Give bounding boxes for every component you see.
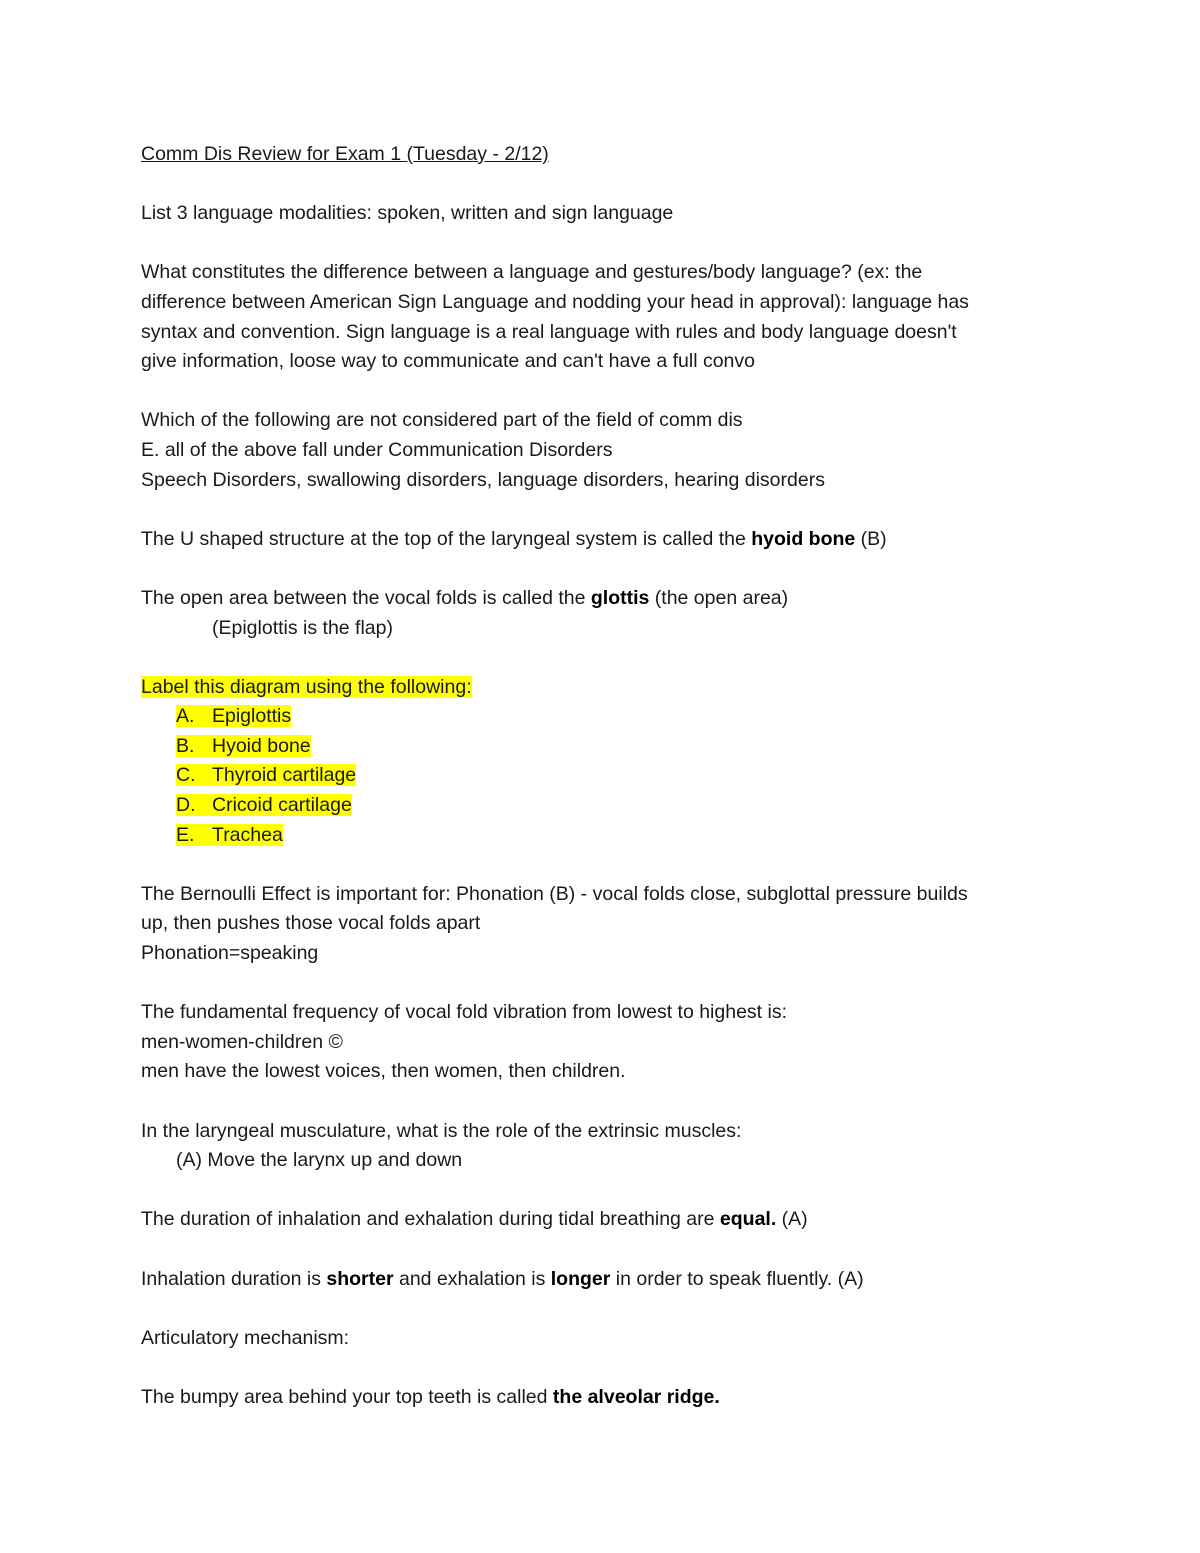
list-label: Epiglottis — [212, 705, 292, 728]
list-label: Cricoid cartilage — [212, 794, 352, 817]
list-marker: D. — [176, 794, 196, 817]
field-answer: E. all of the above fall under Communication Disorders — [141, 438, 613, 461]
list-marker: C. — [176, 764, 196, 787]
inhalation-bold-shorter: shorter — [326, 1267, 394, 1290]
list-label: Thyroid cartilage — [212, 764, 357, 787]
extrinsic-question: In the laryngeal musculature, what is the role of the extrinsic muscles: — [141, 1119, 742, 1142]
bernoulli-line-2: up, then pushes those vocal folds apart — [141, 912, 481, 935]
list-item-highlight — [176, 705, 291, 727]
inhalation-line — [141, 1265, 1071, 1295]
spacer — [141, 969, 1071, 999]
difference-line-3: syntax and convention. Sign language is a real language with rules and body language doesn't — [141, 320, 957, 343]
articulatory-heading: Articulatory mechanism: — [141, 1326, 350, 1349]
spacer — [141, 643, 1071, 673]
list-item — [141, 821, 1071, 851]
list-marker: B. — [176, 734, 195, 757]
spacer — [141, 850, 1071, 880]
spacer — [141, 1235, 1071, 1265]
alveolar-line — [141, 1383, 1071, 1413]
list-label: Trachea — [212, 823, 283, 846]
hyoid-pre: The U shaped structure at the top of the laryngeal system is called the — [141, 527, 752, 550]
tidal-line — [141, 1205, 1071, 1235]
difference-line-2: difference between American Sign Language and nodding your head in approval): language has — [141, 290, 969, 313]
inhalation-mid: and exhalation is — [393, 1267, 551, 1290]
glottis-post: (the open area) — [649, 586, 789, 609]
list-marker: E. — [176, 823, 195, 846]
hyoid-post: (B) — [855, 527, 887, 550]
inhalation-post: in order to speak fluently. (A) — [610, 1267, 864, 1290]
glottis-pre: The open area between the vocal folds is called the — [141, 586, 591, 609]
spacer — [141, 554, 1071, 584]
difference-line-1: What constitutes the difference between a language and gestures/body language? (ex: the — [141, 261, 923, 284]
list-item — [141, 732, 1071, 762]
list-item — [141, 702, 1071, 732]
field-list: Speech Disorders, swallowing disorders, language disorders, hearing disorders — [141, 468, 825, 491]
hyoid-line — [141, 525, 1071, 555]
list-item-highlight — [176, 764, 356, 786]
frequency-line-2: men-women-children © — [141, 1030, 343, 1053]
list-item-highlight — [176, 824, 283, 846]
spacer — [141, 170, 1071, 200]
list-marker: A. — [176, 705, 195, 728]
document-page — [141, 140, 1071, 1413]
list-label: Hyoid bone — [212, 734, 311, 757]
tidal-post: (A) — [776, 1208, 808, 1231]
tidal-bold: equal. — [719, 1208, 777, 1231]
diagram-heading: Label this diagram using the following: — [141, 675, 472, 698]
list-item — [141, 761, 1071, 791]
alveolar-bold: the alveolar ridge. — [552, 1385, 720, 1408]
bernoulli-line-1: The Bernoulli Effect is important for: Phonation (B) - vocal folds close, subglottal pressure builds — [141, 882, 968, 905]
list-item-highlight — [176, 735, 311, 757]
frequency-line-1: The fundamental frequency of vocal fold vibration from lowest to highest is: — [141, 1001, 788, 1024]
list-item-highlight — [176, 794, 352, 816]
spacer — [141, 377, 1071, 407]
spacer — [141, 1294, 1071, 1324]
inhalation-pre: Inhalation duration is — [141, 1267, 327, 1290]
extrinsic-answer: (A) Move the larynx up and down — [176, 1149, 463, 1172]
glottis-line — [141, 584, 1071, 614]
document-title: Comm Dis Review for Exam 1 (Tuesday - 2/12) — [141, 143, 549, 165]
difference-line-4: give information, loose way to communicate and can't have a full convo — [141, 350, 755, 373]
diagram-heading-line — [141, 673, 1071, 703]
inhalation-bold-longer: longer — [550, 1267, 611, 1290]
hyoid-bold: hyoid bone — [751, 527, 856, 550]
alveolar-pre: The bumpy area behind your top teeth is called — [141, 1385, 553, 1408]
glottis-note: (Epiglottis is the flap) — [212, 616, 393, 639]
frequency-line-3: men have the lowest voices, then women, then children. — [141, 1060, 626, 1083]
tidal-pre: The duration of inhalation and exhalation during tidal breathing are — [141, 1208, 720, 1231]
field-question: Which of the following are not considered part of the field of comm dis — [141, 409, 743, 432]
diagram-label-list — [141, 702, 1071, 850]
list-item — [141, 791, 1071, 821]
bernoulli-line-3: Phonation=speaking — [141, 942, 319, 965]
spacer — [141, 1087, 1071, 1117]
spacer — [141, 1176, 1071, 1206]
glottis-bold: glottis — [590, 586, 650, 609]
spacer — [141, 495, 1071, 525]
spacer — [141, 1353, 1071, 1383]
modalities-line: List 3 language modalities: spoken, written and sign language — [141, 202, 674, 225]
spacer — [141, 229, 1071, 259]
